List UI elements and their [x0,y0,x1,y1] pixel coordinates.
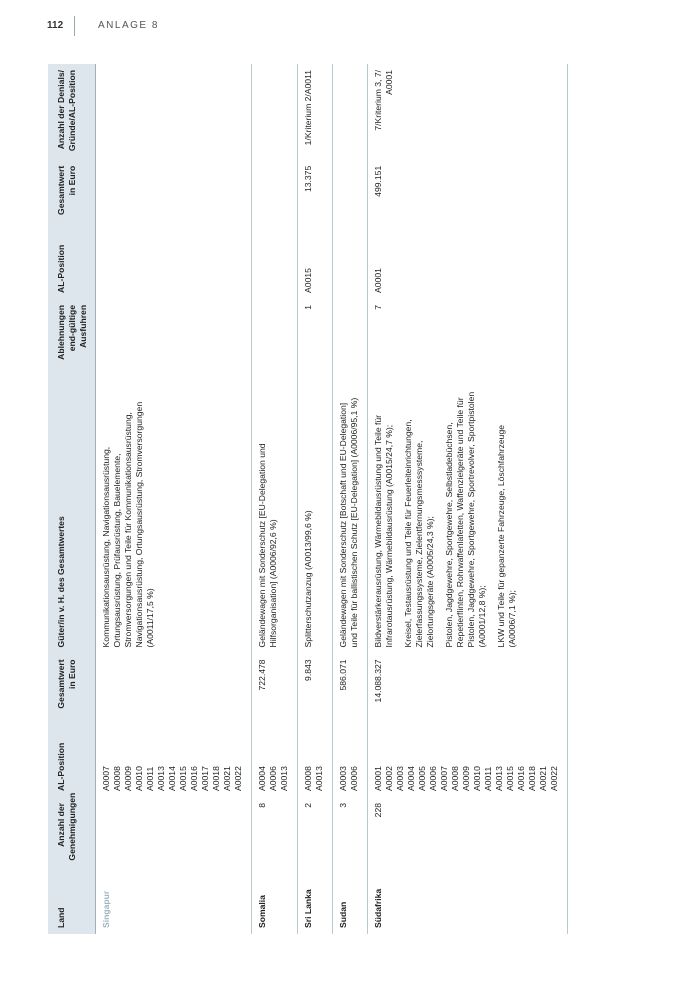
cell-ablehnungen: 7 [368,299,568,384]
cell-denials: 1/Kriterium 2/A0011 [298,64,333,160]
al-code: A0013 [156,766,166,791]
al-code: A0004 [406,766,416,791]
al-code: A0005 [417,766,427,791]
cell-denials [333,64,368,160]
col-header-gueter: Güter/in v. H. des Gesamtwertes [48,384,96,654]
col-header-gesamtwert: Gesamtwert in Euro [48,653,96,718]
cell-gueter [298,384,333,654]
al-code: A0011 [483,766,493,791]
cell-gesamtwert: 9.843 [298,653,333,718]
cell-anzahl: 3 [333,797,368,867]
goods-entry: Geländewagen mit Sonderschutz [EU-Delegation und Hilfsorganisation] (A0006/92,6 %) [257,443,278,648]
al-code: A0021 [222,766,232,791]
al-code: A0003 [338,766,348,791]
cell-anzahl: 228 [368,797,568,867]
table-row [252,64,298,934]
cell-gesamtwert-2: 499.151 [368,160,568,223]
al-code: A0009 [461,766,471,791]
al-code: A0021 [538,766,548,791]
al-code: A0003 [395,766,405,791]
cell-gesamtwert: 722.478 [252,653,298,718]
al-code: A0001 [373,766,383,791]
cell-ablehnungen [96,299,252,384]
al-code: A0018 [527,766,537,791]
al-code: A0014 [167,766,177,791]
cell-al-positions [252,719,298,797]
col-header-gesamtwert-2: Gesamtwert in Euro [48,160,96,223]
cell-gesamtwert: 14.088.327 [368,653,568,718]
page-number: 112 [47,20,64,31]
cell-al-positions [298,719,333,797]
cell-al-position-2 [96,223,252,299]
al-code: A0022 [233,766,243,791]
cell-ablehnungen [252,299,298,384]
cell-anzahl [96,797,252,867]
al-code: A0008 [450,766,460,791]
al-code: A0006 [349,766,359,791]
col-header-anzahl: Anzahl der Genehmigungen [48,797,96,867]
cell-denials [252,64,298,160]
al-code: A0008 [303,766,313,791]
al-code: A0011 [145,766,155,791]
cell-land: Sri Lanka [298,867,333,934]
cell-land: Sudan [333,867,368,934]
cell-gesamtwert [96,653,252,718]
goods-entry: Bildverstärkerausrüstung, Wärmebildausrüstung und Teile für Infrarotausrüstung, Wärmebildausrüstung (A0015/24,7 %); [373,414,394,648]
al-code: A0015 [505,766,515,791]
cell-al-positions [333,719,368,797]
cell-denials [96,64,252,160]
cell-gueter [96,384,252,654]
header-divider [74,16,75,36]
cell-denials: 7/Kriterium 3, 7/ A0001 [368,64,568,160]
al-code: A0017 [200,766,210,791]
cell-land: Singapur [96,867,252,934]
cell-land: Südafrika [368,867,568,934]
export-licence-table [48,64,568,934]
al-code: A0013 [279,766,289,791]
cell-al-position-2 [252,223,298,299]
cell-gesamtwert-2: 13.375 [298,160,333,223]
al-code: A0006 [268,766,278,791]
al-code: A0008 [112,766,122,791]
export-table-rotated [48,64,608,934]
al-code: A0016 [516,766,526,791]
al-code: A0007 [439,766,449,791]
cell-land: Somalia [252,867,298,934]
al-code: A0022 [549,766,559,791]
goods-entry: LKW und Teile für gepanzerte Fahrzeuge, Löschfahrzeuge (A0006/7,1 %); [496,424,517,648]
col-header-ablehnungen: Ablehnungen end-gültige Ausfuhren [48,299,96,384]
cell-ablehnungen: 1 [298,299,333,384]
al-code: A0010 [472,766,482,791]
col-header-denials: Anzahl der Denials/ Gründe/AL-Position [48,64,96,160]
cell-anzahl: 8 [252,797,298,867]
cell-gesamtwert-2 [96,160,252,223]
goods-entry: Pistolen, Jagdgewehre, Sportgewehre, Selbstladebüchsen, Repetierflinten, Rohrwaffenlafetten, Waffenzielgeräte und Teile für Pistolen, Jagdgewehre, Sportgewehre, Sportrevolver, Sportpistolen (A0001/12,8 %); [444,391,487,648]
al-code: A0013 [494,766,504,791]
table-row [96,64,252,934]
col-header-al-position-2: AL-Position [48,223,96,299]
cell-gueter [252,384,298,654]
table-row [368,64,568,934]
goods-entry: Splitterschutzanzug (A0013/99,6 %) [303,510,313,648]
al-code: A0006 [428,766,438,791]
cell-gesamtwert: 586.071 [333,653,368,718]
goods-entry: Kreisel, Testausrüstung und Teile für Feuerleiteinrichtungen, Zielerfassungssysteme, Zielentfernungsmesssysteme, Zielortungsgeräte (A0005/24,3 %); [403,419,435,648]
cell-gesamtwert-2 [333,160,368,223]
cell-al-positions [368,719,568,797]
cell-anzahl: 2 [298,797,333,867]
al-code: A0015 [178,766,188,791]
cell-al-position-2: A0001 [368,223,568,299]
goods-entry: Kommunikationsausrüstung, Navigationsausrüstung, Ortungsausrüstung, Prüfausrüstung, Bauelemente, Stromversorgungen und Teile für Kommunikationsausrüstung, Navigationsausrüstung, Ortungsausrüstung, Stromversorgungen (A0011/17,5 %) [101,401,155,648]
cell-ablehnungen [333,299,368,384]
al-code: A0004 [257,766,267,791]
cell-al-position-2 [333,223,368,299]
al-code: A0009 [123,766,133,791]
cell-al-position-2: A0015 [298,223,333,299]
table-header-row [48,64,96,934]
al-code: A0002 [384,766,394,791]
cell-gueter [333,384,368,654]
table-row [298,64,333,934]
al-code: A0018 [211,766,221,791]
al-code: A0016 [189,766,199,791]
cell-gesamtwert-2 [252,160,298,223]
col-header-al-position: AL-Position [48,719,96,797]
cell-al-positions [96,719,252,797]
al-code: A0010 [134,766,144,791]
col-header-land: Land [48,867,96,934]
cell-gueter [368,384,568,654]
al-code: A0013 [314,766,324,791]
appendix-label: ANLAGE 8 [98,20,159,31]
al-code: A0007 [101,766,111,791]
goods-entry: Geländewagen mit Sonderschutz [Botschaft und EU-Delegation] und Teile für ballistischen Schutz [EU-Delegation] (A0006/95,1 %) [338,397,359,648]
table-row [333,64,368,934]
